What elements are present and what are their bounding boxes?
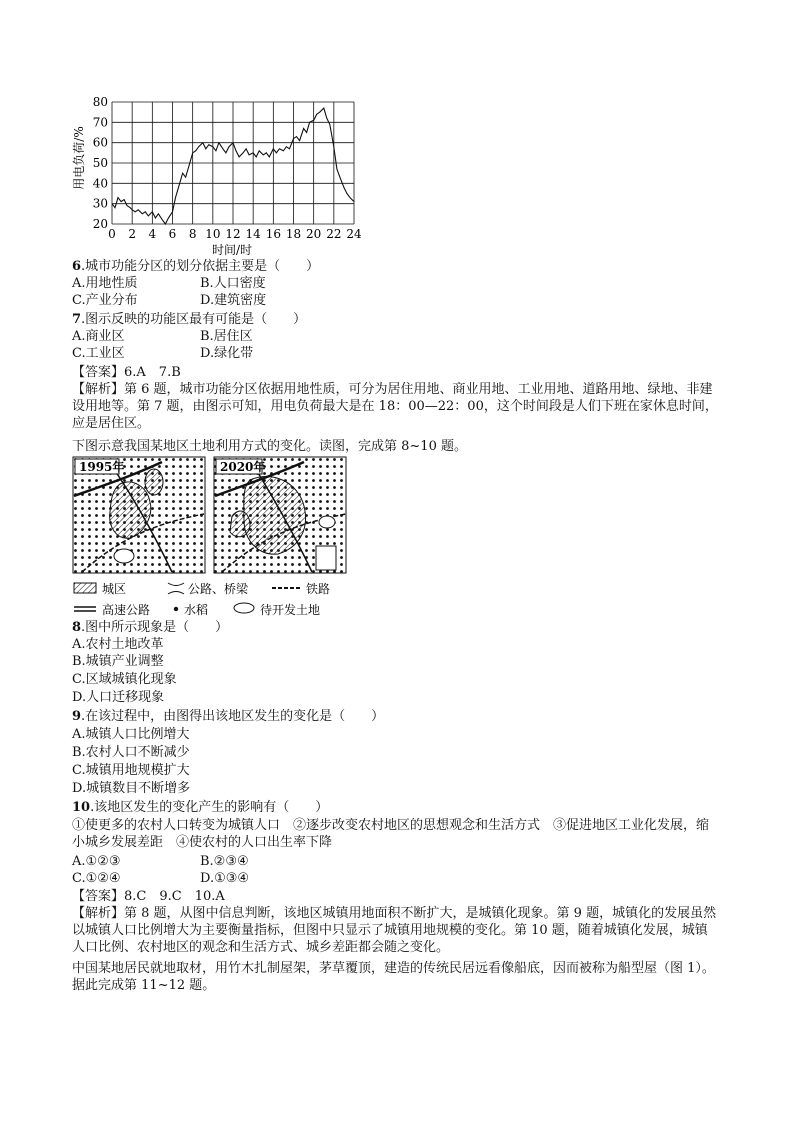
- y-tick-label: 50: [92, 156, 108, 170]
- y-tick-label: 70: [92, 115, 108, 130]
- y-tick-label: 20: [92, 217, 108, 231]
- intro-11-12: 中国某地居民就地取材，用竹木扎制屋架，茅草覆顶，建造的传统民居远看像船底，因而被称为船型屋（图 1）。据此完成第 11~12 题。: [72, 961, 715, 993]
- q10-option-d[interactable]: D.①③④: [200, 871, 250, 886]
- x-tick-label: 2: [128, 227, 136, 241]
- y-tick-label: 40: [92, 176, 108, 191]
- x-tick-label: 8: [188, 227, 197, 241]
- city-legend-swatch: [74, 583, 96, 593]
- y-axis-label: 用电负荷/%: [72, 126, 86, 190]
- q10-option-c[interactable]: C.①②④: [72, 871, 121, 886]
- q9-option-a[interactable]: A.城镇人口比例增大: [72, 727, 190, 742]
- q8-option-d[interactable]: D.人口迁移现象: [72, 690, 165, 705]
- x-tick-label: 10: [205, 227, 221, 241]
- q7-stem: 7.图示反映的功能区最有可能是（ ）: [72, 312, 307, 327]
- answer-6-7: 【答案】6.A 7.B: [72, 365, 181, 380]
- legend-expressway: 高速公路: [102, 603, 151, 617]
- y-tick-label: 30: [92, 196, 108, 211]
- q6-option-a[interactable]: A.用地性质: [72, 276, 138, 291]
- q10-statements: ①使更多的农村人口转变为城镇人口 ②逐步改变农村地区的思想观念和生活方式 ③促进地区工业化发展，缩小城乡发展差距 ④使农村的人口出生率下降: [72, 818, 710, 850]
- legend-rail: 铁路: [306, 582, 331, 596]
- x-tick-label: 22: [326, 227, 342, 241]
- x-tick-label: 14: [245, 227, 261, 241]
- q8-stem: 8.图中所示现象是（ ）: [72, 620, 229, 635]
- q10-option-b[interactable]: B.②③④: [200, 854, 249, 869]
- x-tick-label: 20: [306, 227, 322, 241]
- q7-option-a[interactable]: A.商业区: [72, 329, 125, 344]
- legend-undeveloped: 待开发土地: [260, 603, 321, 617]
- q10-stem: 10.该地区发生的变化产生的影响有（ ）: [72, 800, 329, 815]
- x-tick-label: 12: [225, 227, 241, 241]
- q6-options-row2: [72, 292, 266, 309]
- q6-option-b[interactable]: B.人口密度: [200, 276, 266, 291]
- q9-option-c[interactable]: C.城镇用地规模扩大: [72, 763, 190, 778]
- q6-stem: 6.城市功能分区的划分依据主要是（ ）: [72, 259, 320, 274]
- land-use-maps: [72, 456, 348, 618]
- q10-options-row2: [72, 870, 249, 887]
- q7-option-b[interactable]: B.居住区: [200, 329, 253, 344]
- map-1995: [73, 457, 205, 573]
- map-2020-label: 2020年: [220, 460, 266, 474]
- legend-rice: 水稻: [184, 603, 209, 617]
- x-axis-label: 时间/时: [211, 243, 253, 257]
- q10-option-a[interactable]: A.①②③: [72, 854, 121, 869]
- map-1995-label: 1995年: [79, 460, 125, 474]
- y-tick-label: 80: [92, 95, 108, 109]
- answer-8-10: 【答案】8.C 9.C 10.A: [72, 889, 225, 904]
- q8-option-b[interactable]: B.城镇产业调整: [72, 654, 164, 669]
- q9-option-b[interactable]: B.农村人口不断减少: [72, 745, 190, 760]
- x-tick-label: 16: [265, 227, 281, 241]
- x-tick-label: 6: [168, 227, 177, 241]
- q6-option-d[interactable]: D.建筑密度: [200, 293, 267, 308]
- q9-stem: 9.在该过程中，由图得出该地区发生的变化是（ ）: [72, 709, 385, 724]
- explanation-8-10: 【解析】第 8 题，从图中信息判断，该地区城镇用地面积不断扩大，是城镇化现象。第 9 题，城镇化的发展虽然以城镇人口比例增大为主要衡量指标，但图中只显示了城镇用地规模的变化。第 10 题，随着城镇化发展，城镇人口比例、农村地区的观念和生活方式、城乡差距都会随之变化。: [72, 906, 717, 955]
- map-2020: [214, 457, 346, 573]
- y-tick-label: 60: [92, 135, 108, 150]
- rice-dot-icon: [174, 607, 178, 611]
- q6-options-row1: [72, 275, 266, 292]
- q8-option-a[interactable]: A.农村土地改革: [72, 637, 164, 652]
- legend-road: 公路、桥梁: [188, 582, 249, 596]
- x-tick-label: 0: [108, 227, 116, 241]
- q7-options-row2: [72, 345, 253, 362]
- q7-option-c[interactable]: C.工业区: [72, 346, 125, 361]
- legend-city: 城区: [102, 582, 127, 596]
- q9-option-d[interactable]: D.城镇数目不断增多: [72, 781, 191, 796]
- q7-options-row1: [72, 328, 253, 345]
- q10-options-row1: [72, 853, 249, 870]
- x-tick-label: 24: [346, 227, 362, 241]
- map-legend: [74, 581, 330, 617]
- q7-option-d[interactable]: D.绿化带: [200, 346, 254, 361]
- x-tick-label: 4: [148, 227, 157, 241]
- load-chart: [66, 92, 376, 262]
- undeveloped-land-icon: [234, 603, 254, 613]
- explanation-6-7: 【解析】第 6 题，城市功能分区依据用地性质，可分为居住用地、商业用地、工业用地、道路用地、绿地、非建设用地等。第 7 题，由图示可知，用电负荷最大是在 18：00—22：00，这个时间段是人们下班在家休息时间，应是居住区。: [72, 382, 718, 431]
- q6-option-c[interactable]: C.产业分布: [72, 293, 138, 308]
- q8-option-c[interactable]: C.区域城镇化现象: [72, 672, 177, 687]
- bridge-icon: [168, 583, 184, 594]
- intro-8-10: 下图示意我国某地区土地利用方式的变化。读图，完成第 8~10 题。: [72, 439, 467, 454]
- x-tick-label: 18: [285, 227, 302, 241]
